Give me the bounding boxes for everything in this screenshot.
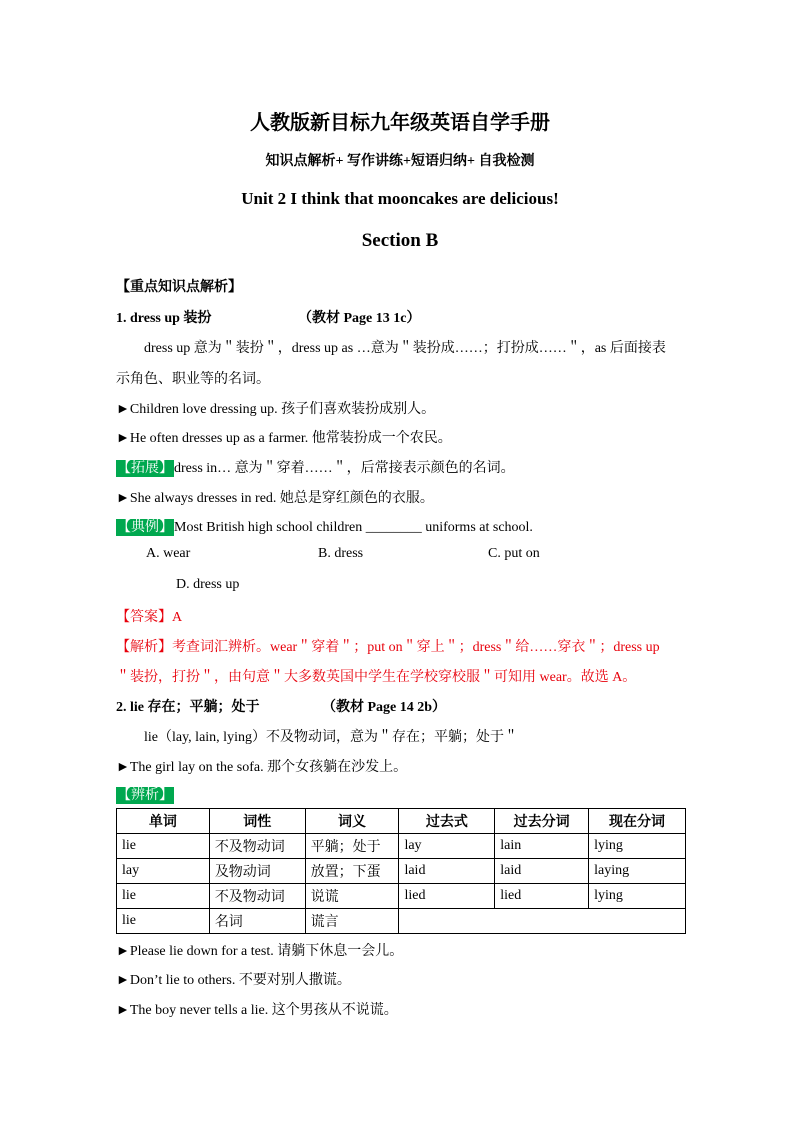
item1-example-3: ►She always dresses in red. 她总是穿红颜色的衣服。 — [116, 491, 434, 506]
table-cell: laying — [589, 859, 686, 884]
item1-example-2: ►He often dresses up as a farmer. 他常装扮成一个农民。 — [116, 431, 452, 446]
table-cell: 平躺；处于 — [305, 834, 399, 859]
table-cell: lying — [589, 834, 686, 859]
table-cell: lied — [495, 884, 589, 909]
item2-reference: （教材 Page 14 2b） — [322, 700, 447, 715]
table-cell: 及物动词 — [209, 859, 305, 884]
option-d: D. dress up — [176, 577, 240, 592]
table-cell: 放置；下蛋 — [305, 859, 399, 884]
item1-extension — [116, 457, 515, 477]
table-header: 词义 — [305, 809, 399, 834]
table-cell: lied — [399, 884, 495, 909]
table-cell: 不及物动词 — [209, 834, 305, 859]
table-header-row — [117, 809, 686, 834]
item1-example-1: ►Children love dressing up. 孩子们喜欢装扮成别人。 — [116, 402, 436, 417]
item2-example-4: ►The boy never tells a lie. 这个男孩从不说谎。 — [116, 1003, 398, 1018]
table-row — [117, 884, 686, 909]
doc-subtitle: 知识点解析+ 写作讲练+短语归纳+ 自我检测 — [265, 154, 535, 169]
item2-explanation: lie（lay, lain, lying）不及物动词，意为＂存在；平躺；处于＂ — [144, 730, 518, 745]
option-a: A. wear — [146, 546, 191, 561]
table-cell: lie — [117, 909, 210, 934]
item1-explanation-line2: 示角色、职业等的名词。 — [116, 372, 270, 387]
unit-title: Unit 2 I think that mooncakes are delicious! — [241, 189, 559, 208]
option-b: B. dress — [318, 546, 364, 561]
table-cell: laid — [495, 859, 589, 884]
knowledge-heading: 【重点知识点解析】 — [116, 280, 242, 295]
item2-heading: 2. lie 存在；平躺；处于 — [116, 700, 260, 715]
typical-example-tag: 【典例】 — [117, 520, 173, 535]
table-header: 词性 — [209, 809, 305, 834]
answer: 【答案】A — [116, 610, 183, 625]
table-cell: 不及物动词 — [209, 884, 305, 909]
table-cell: 说谎 — [305, 884, 399, 909]
analysis-line2: ＂装扮，打扮＂，由句意＂大多数英国中学生在学校穿校服＂可知用 wear。故选 A。 — [116, 670, 637, 685]
table-cell: lie — [117, 884, 210, 909]
table-cell: laid — [399, 859, 495, 884]
table-row — [117, 834, 686, 859]
item2-example-3: ►Don’t lie to others. 不要对别人撒谎。 — [116, 973, 351, 988]
table-cell: lay — [117, 859, 210, 884]
item2-example-2: ►Please lie down for a test. 请躺下休息一会儿。 — [116, 944, 404, 959]
item2-diff — [116, 784, 174, 804]
table-cell: 名词 — [209, 909, 305, 934]
item1-explanation-line1: dress up 意为＂装扮＂，dress up as …意为＂装扮成……；打扮成……＂，as 后面接表 — [144, 341, 666, 356]
item1-reference: （教材 Page 13 1c） — [298, 311, 421, 326]
table-header: 现在分词 — [589, 809, 686, 834]
option-c: C. put on — [488, 546, 540, 561]
lie-lay-comparison-table — [116, 808, 686, 934]
item2-example-1: ►The girl lay on the sofa. 那个女孩躺在沙发上。 — [116, 760, 408, 775]
table-header: 过去分词 — [495, 809, 589, 834]
doc-title: 人教版新目标九年级英语自学手册 — [250, 112, 550, 134]
table-cell: lain — [495, 834, 589, 859]
typical-example-text: Most British high school children ________ uniforms at school. — [174, 520, 533, 535]
table-cell: lay — [399, 834, 495, 859]
table-cell: lie — [117, 834, 210, 859]
table-cell: lying — [589, 884, 686, 909]
extension-tag: 【拓展】 — [117, 461, 173, 476]
table-cell: 谎言 — [305, 909, 399, 934]
item1-heading: 1. dress up 装扮 — [116, 311, 212, 326]
extension-text: dress in… 意为＂穿着……＂，后常接表示颜色的名词。 — [174, 461, 515, 476]
diff-tag: 【辨析】 — [117, 788, 173, 803]
section-title: Section B — [361, 230, 439, 251]
table-header: 单词 — [117, 809, 210, 834]
table-cell-empty — [399, 909, 686, 934]
item1-typical-example — [116, 516, 533, 536]
analysis-line1: 【解析】考查词汇辨析。wear＂穿着＂；put on＂穿上＂；dress＂给……穿衣＂；dress up — [116, 640, 660, 655]
table-row — [117, 859, 686, 884]
table-row — [117, 909, 686, 934]
table-header: 过去式 — [399, 809, 495, 834]
